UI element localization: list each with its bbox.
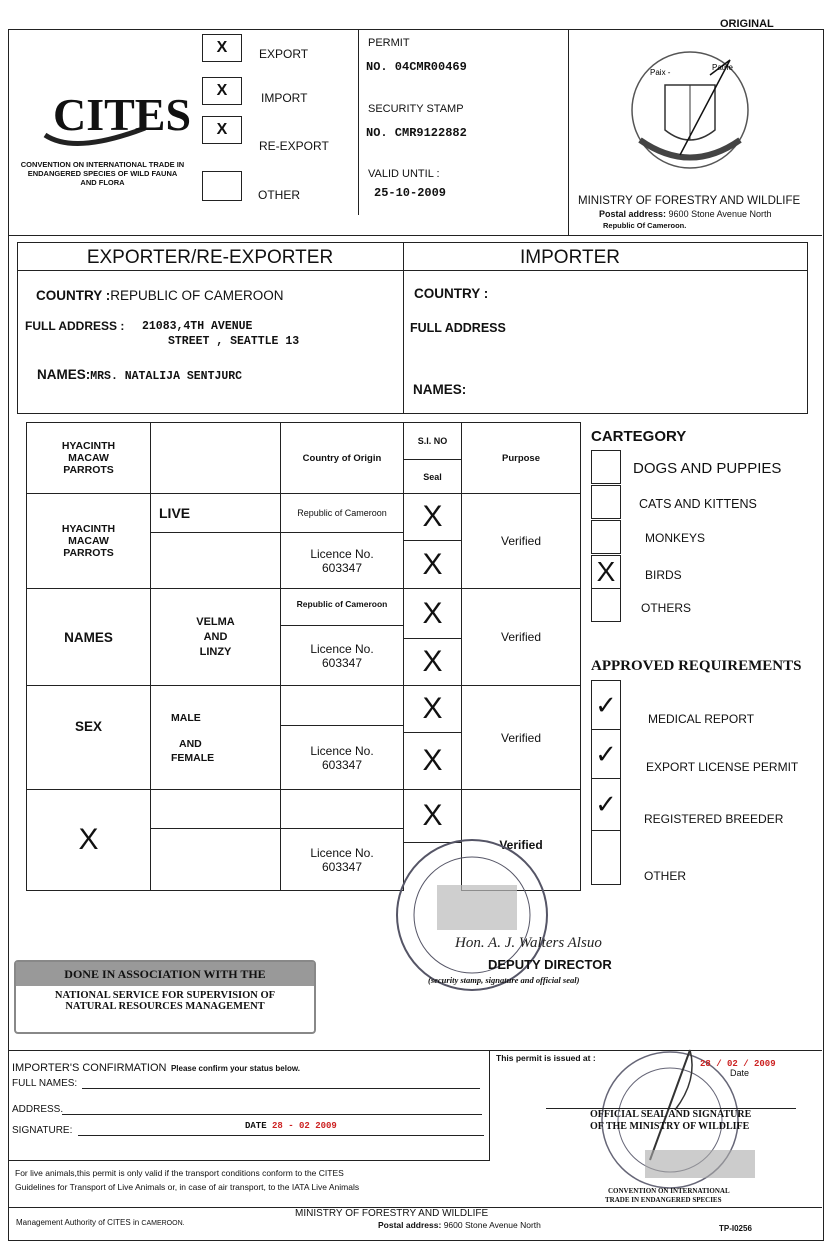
signature-field[interactable] xyxy=(78,1135,484,1136)
purpose-header: Purpose xyxy=(461,422,581,494)
valid-label: VALID UNTIL : xyxy=(368,168,440,180)
exporter-names-value: MRS. NATALIJA SENTJURC xyxy=(90,370,243,383)
full-names-label: FULL NAMES: xyxy=(12,1078,78,1089)
signature-label: SIGNATURE: xyxy=(12,1125,73,1136)
row3-licence xyxy=(280,725,404,790)
footer-postal-label: Postal address: xyxy=(378,1220,442,1230)
req-export-label: EXPORT LICENSE PERMIT xyxy=(646,760,799,774)
row3-licence-number: 603347 xyxy=(321,757,363,772)
ministry-title: MINISTRY OF FORESTRY AND WILDLIFE xyxy=(578,195,801,207)
association-line1: NATIONAL SERVICE FOR SUPERVISION OF xyxy=(54,990,276,1001)
si-no-header: S.I. NO xyxy=(403,422,462,460)
seal-text-paix: Paix - xyxy=(650,68,671,77)
exporter-address-label: FULL ADDRESS : xyxy=(25,319,125,333)
req-other-label: OTHER xyxy=(644,869,686,883)
req-medical-checkbox[interactable]: ✓ xyxy=(591,680,621,730)
footer-ministry-title: MINISTRY OF FORESTRY AND WILDLIFE xyxy=(295,1208,489,1219)
ministry-postal-value: 9600 Stone Avenue North xyxy=(668,209,772,219)
footer-note-line1: For live animals,this permit is only valid if the transport conditions conform to the CITES xyxy=(15,1168,344,1178)
confirmation-divider-right xyxy=(489,1050,490,1160)
deputy-caption: (security stamp, signature and official seal) xyxy=(428,975,580,985)
row3-value-male: MALE xyxy=(171,711,201,724)
importer-country-label: COUNTRY : xyxy=(414,286,489,301)
row2-value: VELMA AND LINZY xyxy=(150,588,281,686)
full-names-field[interactable] xyxy=(82,1088,480,1089)
requirements-header: APPROVED REQUIREMENTS xyxy=(591,658,802,674)
row1-label: HYACINTH MACAW PARROTS xyxy=(26,493,151,589)
row4-licence xyxy=(280,828,404,891)
exporter-names-label: NAMES: xyxy=(37,367,91,382)
confirmation-date xyxy=(245,1121,337,1131)
row1-value: LIVE xyxy=(150,493,281,533)
association-line2: NATURAL RESOURCES MANAGEMENT xyxy=(65,1001,265,1012)
req-medical-label: MEDICAL REPORT xyxy=(648,712,755,726)
header-divider-2 xyxy=(568,29,569,235)
row4-seal-a: X xyxy=(403,789,462,843)
row3-value xyxy=(150,685,281,790)
row4-origin-blank xyxy=(280,789,404,829)
row2-seal-a: X xyxy=(403,588,462,639)
export-label: EXPORT xyxy=(259,47,309,61)
category-dogs-label: DOGS AND PUPPIES xyxy=(633,460,782,477)
footer-note-line2: Guidelines for Transport of Live Animals or, in case of air transport, to the IATA Live Animals xyxy=(15,1182,360,1192)
row1-seal-a: X xyxy=(403,493,462,541)
issued-date-value: 28 / 02 / 2009 xyxy=(700,1059,776,1069)
header-divider-1 xyxy=(358,29,359,215)
row2-licence-number: 603347 xyxy=(321,655,363,670)
reexport-label: RE-EXPORT xyxy=(259,139,329,153)
row4-purpose: Verified xyxy=(461,789,581,891)
req-export-checkbox[interactable]: ✓ xyxy=(591,729,621,779)
row1-licence-label: Licence No. xyxy=(310,546,374,561)
footer-authority-country: CAMEROON. xyxy=(141,1220,185,1227)
category-others-label: OTHERS xyxy=(641,601,692,615)
cites-logo-text: CITES xyxy=(53,89,192,140)
footer-postal-value: 9600 Stone Avenue North xyxy=(443,1220,541,1230)
category-monkeys-checkbox[interactable] xyxy=(591,520,621,554)
security-label: SECURITY STAMP xyxy=(368,103,464,115)
seal-text-patrie: Patrie xyxy=(712,63,733,72)
exporter-address-line2: STREET , SEATTLE 13 xyxy=(168,335,300,348)
association-title: DONE IN ASSOCIATION WITH THE xyxy=(16,962,314,986)
category-dogs-checkbox[interactable] xyxy=(591,450,621,484)
issued-label: This permit is issued at : xyxy=(496,1053,596,1063)
footer-authority-text: Management Authority of CITES in xyxy=(16,1218,140,1227)
row4-licence-number: 603347 xyxy=(321,859,363,874)
category-others-checkbox[interactable] xyxy=(591,588,621,622)
confirmation-title-text: IMPORTER'S CONFIRMATION xyxy=(12,1062,167,1074)
header-blank xyxy=(150,422,281,494)
row1-value-blank xyxy=(150,532,281,589)
reexport-checkbox[interactable]: X xyxy=(202,116,242,144)
species-header: HYACINTH MACAW PARROTS xyxy=(26,422,151,494)
row4-label: X xyxy=(26,789,151,891)
category-monkeys-label: MONKEYS xyxy=(645,531,706,545)
row3-value-female: FEMALE xyxy=(171,751,215,764)
row1-licence-number: 603347 xyxy=(321,560,363,575)
import-checkbox[interactable]: X xyxy=(202,77,242,105)
confirmation-title xyxy=(12,1058,300,1076)
footer-authority xyxy=(16,1218,185,1227)
security-number: NO. CMR9122882 xyxy=(366,126,467,140)
ministry-postal-label: Postal address: xyxy=(599,209,667,219)
cites-caption-2: TRADE IN ENDANGERED SPECIES xyxy=(605,1196,722,1204)
country-origin-header: Country of Origin xyxy=(280,422,404,494)
req-other-checkbox[interactable] xyxy=(591,830,621,885)
exporter-country-value: REPUBLIC OF CAMEROON xyxy=(110,288,284,303)
official-line2: OF THE MINISTRY OF WILDLIFE xyxy=(590,1121,750,1132)
cites-logo xyxy=(35,80,192,155)
confirmation-subtitle: Please confirm your status below. xyxy=(170,1064,301,1073)
row2-purpose: Verified xyxy=(461,588,581,686)
category-cats-label: CATS AND KITTENS xyxy=(639,497,757,511)
address-label: ADDRESS. xyxy=(12,1104,64,1115)
cites-caption-1: CONVENTION ON INTERNATIONAL xyxy=(608,1187,730,1195)
note-divider xyxy=(8,1160,490,1161)
footer-postal xyxy=(378,1220,541,1230)
row2-licence-label: Licence No. xyxy=(310,641,374,656)
row4-value-b xyxy=(150,828,281,891)
row1-purpose: Verified xyxy=(461,493,581,589)
row3-seal-b: X xyxy=(403,732,462,790)
importer-names-label: NAMES: xyxy=(413,382,467,397)
ministry-postal xyxy=(599,209,771,219)
importer-header: IMPORTER xyxy=(520,247,620,268)
row2-label: NAMES xyxy=(26,588,151,686)
official-line1: OFFICIAL SEAL AND SIGNATURE xyxy=(590,1109,752,1120)
exporter-names xyxy=(37,367,242,383)
category-cats-checkbox[interactable] xyxy=(591,485,621,519)
footer-code: TP-I0256 xyxy=(719,1224,752,1233)
req-breeder-checkbox[interactable]: ✓ xyxy=(591,778,621,831)
confirmation-date-value: 28 - 02 2009 xyxy=(272,1121,337,1131)
importer-address-label: FULL ADDRESS xyxy=(410,321,506,335)
address-field[interactable] xyxy=(62,1114,482,1115)
row3-licence-label: Licence No. xyxy=(310,743,374,758)
issued-date-label: Date xyxy=(730,1068,750,1078)
category-header: CARTEGORY xyxy=(591,428,687,445)
row2-seal-b: X xyxy=(403,638,462,686)
seal-header: Seal xyxy=(403,459,462,494)
original-label: ORIGINAL xyxy=(720,18,774,30)
row1-seal-b: X xyxy=(403,540,462,589)
confirmation-date-label: DATE xyxy=(245,1121,267,1131)
deputy-title: DEPUTY DIRECTOR xyxy=(488,957,612,972)
other-checkbox[interactable] xyxy=(202,171,242,201)
category-birds-label: BIRDS xyxy=(645,568,682,582)
row3-origin-blank xyxy=(280,685,404,726)
row3-purpose: Verified xyxy=(461,685,581,790)
cameroon-seal xyxy=(620,40,760,180)
import-label: IMPORT xyxy=(261,91,308,105)
exporter-country-label: COUNTRY : xyxy=(36,288,111,303)
row4-licence-label: Licence No. xyxy=(310,845,374,860)
deputy-signature: Hon. A. J. Walters Alsuo xyxy=(455,935,602,951)
permit-label: PERMIT xyxy=(368,37,410,49)
association-box xyxy=(14,960,316,1034)
row2-licence xyxy=(280,625,404,686)
category-birds-checkbox[interactable]: X xyxy=(591,555,621,589)
req-breeder-label: REGISTERED BREEDER xyxy=(644,812,784,826)
valid-date: 25-10-2009 xyxy=(374,186,447,200)
row4-value-a xyxy=(150,789,281,829)
row3-seal-a: X xyxy=(403,685,462,733)
ministry-republic: Republic Of Cameroon. xyxy=(603,221,687,230)
row2-origin: Republic of Cameroon xyxy=(280,588,404,626)
exporter-address-line1: 21083,4TH AVENUE xyxy=(142,320,253,333)
exporter-header: EXPORTER/RE-EXPORTER xyxy=(86,247,334,268)
parties-header-line xyxy=(17,270,807,271)
logo-caption: CONVENTION ON INTERNATIONAL TRADE IN ENDANGERED SPECIES OF WILD FAUNA AND FLORA xyxy=(20,160,185,187)
row3-value-and: AND xyxy=(179,737,202,750)
other-label: OTHER xyxy=(258,188,300,202)
permit-number: NO. 04CMR00469 xyxy=(366,60,467,74)
row1-origin: Republic of Cameroon xyxy=(280,493,404,533)
row3-label: SEX xyxy=(26,685,151,790)
row1-licence xyxy=(280,532,404,589)
export-checkbox[interactable]: X xyxy=(202,34,242,62)
exporter-country xyxy=(36,288,284,303)
